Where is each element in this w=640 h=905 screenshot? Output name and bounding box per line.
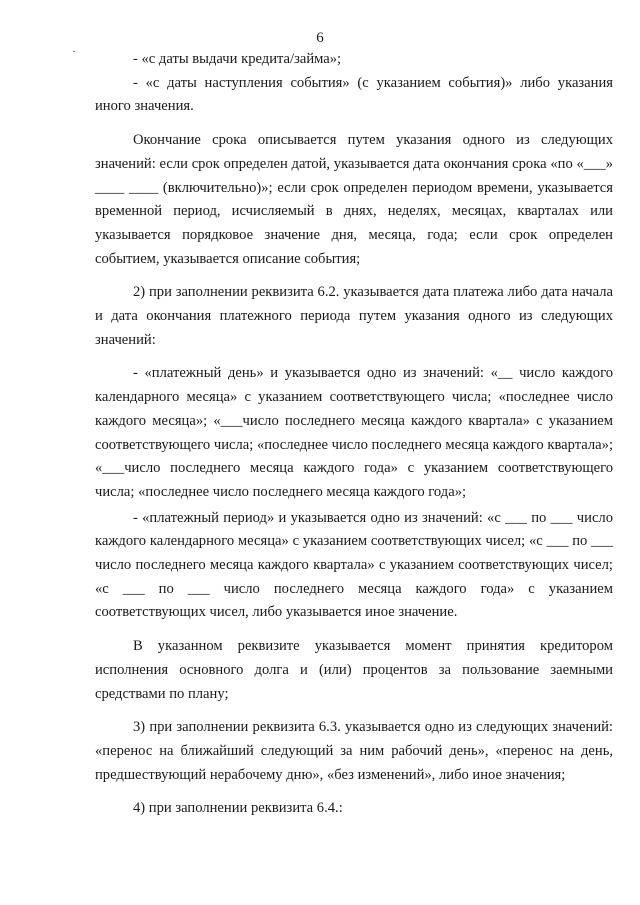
paragraph-repayment-moment: В указанном реквизите указывается момент принятия кредитором исполнения основного долга и (или) процентов за пользование заемными средствами по плану; (95, 638, 613, 702)
paragraph-payment-day: - «платежный день» и указывается одно из значений: «__ число каждого календарного месяца» с указанием соответствующего числа; «последнее число каждого месяца»; «___число последнего месяца каждого квартала» с указанием соответствующего числа; «последнее число последнего месяца каждого квартала»; «___число последнего месяца каждого года» с указанием соответствующего числа; «последнее число последнего месяца каждого года»; (95, 365, 613, 500)
paragraph-credit-date: - «с даты выдачи кредита/займа»; (133, 51, 342, 67)
paragraph-term-end: Окончание срока описывается путем указания одного из следующих значений: если срок определен датой, указывается дата окончания срока «по «___» ____ ____ (включительно)»; если срок определен периодом времени, указывается временной период, исчисляемый в днях, неделях, месяцах, кварталах или указывается порядковое значение дня, месяца, года; если срок определен событием, указывается описание события; (95, 132, 613, 267)
paragraph-requisite-6-3: 3) при заполнении реквизита 6.3. указывается одно из следующих значений: «перенос на ближайший следующий за ним рабочий день», «перенос на день, предшествующий нерабочему дню», «без изменений», либо иное значения; (95, 719, 613, 783)
document-body (95, 48, 613, 833)
scan-mark: · (72, 44, 76, 58)
paragraph-requisite-6-4: 4) при заполнении реквизита 6.4.: (133, 800, 343, 817)
paragraph-event-date: - «с даты наступления события» (с указанием события)» либо указания иного значения. (95, 74, 613, 115)
paragraph-payment-period: - «платежный период» и указывается одно из значений: «с ___ по ___ число каждого календарного месяца» с указанием соответствующих чисел; «с ___ по ___ число последнего месяца каждого квартала» с указанием соответствующих чисел; «с ___ по ___ число последнего месяца каждого года» с указанием соответствующих чисел, либо указывается иное значение. (95, 509, 613, 621)
paragraph-requisite-6-2: 2) при заполнении реквизита 6.2. указывается дата платежа либо дата начала и дата окончания платежного периода путем указания одного из следующих значений: (95, 284, 613, 348)
page-number: 6 (316, 30, 324, 46)
